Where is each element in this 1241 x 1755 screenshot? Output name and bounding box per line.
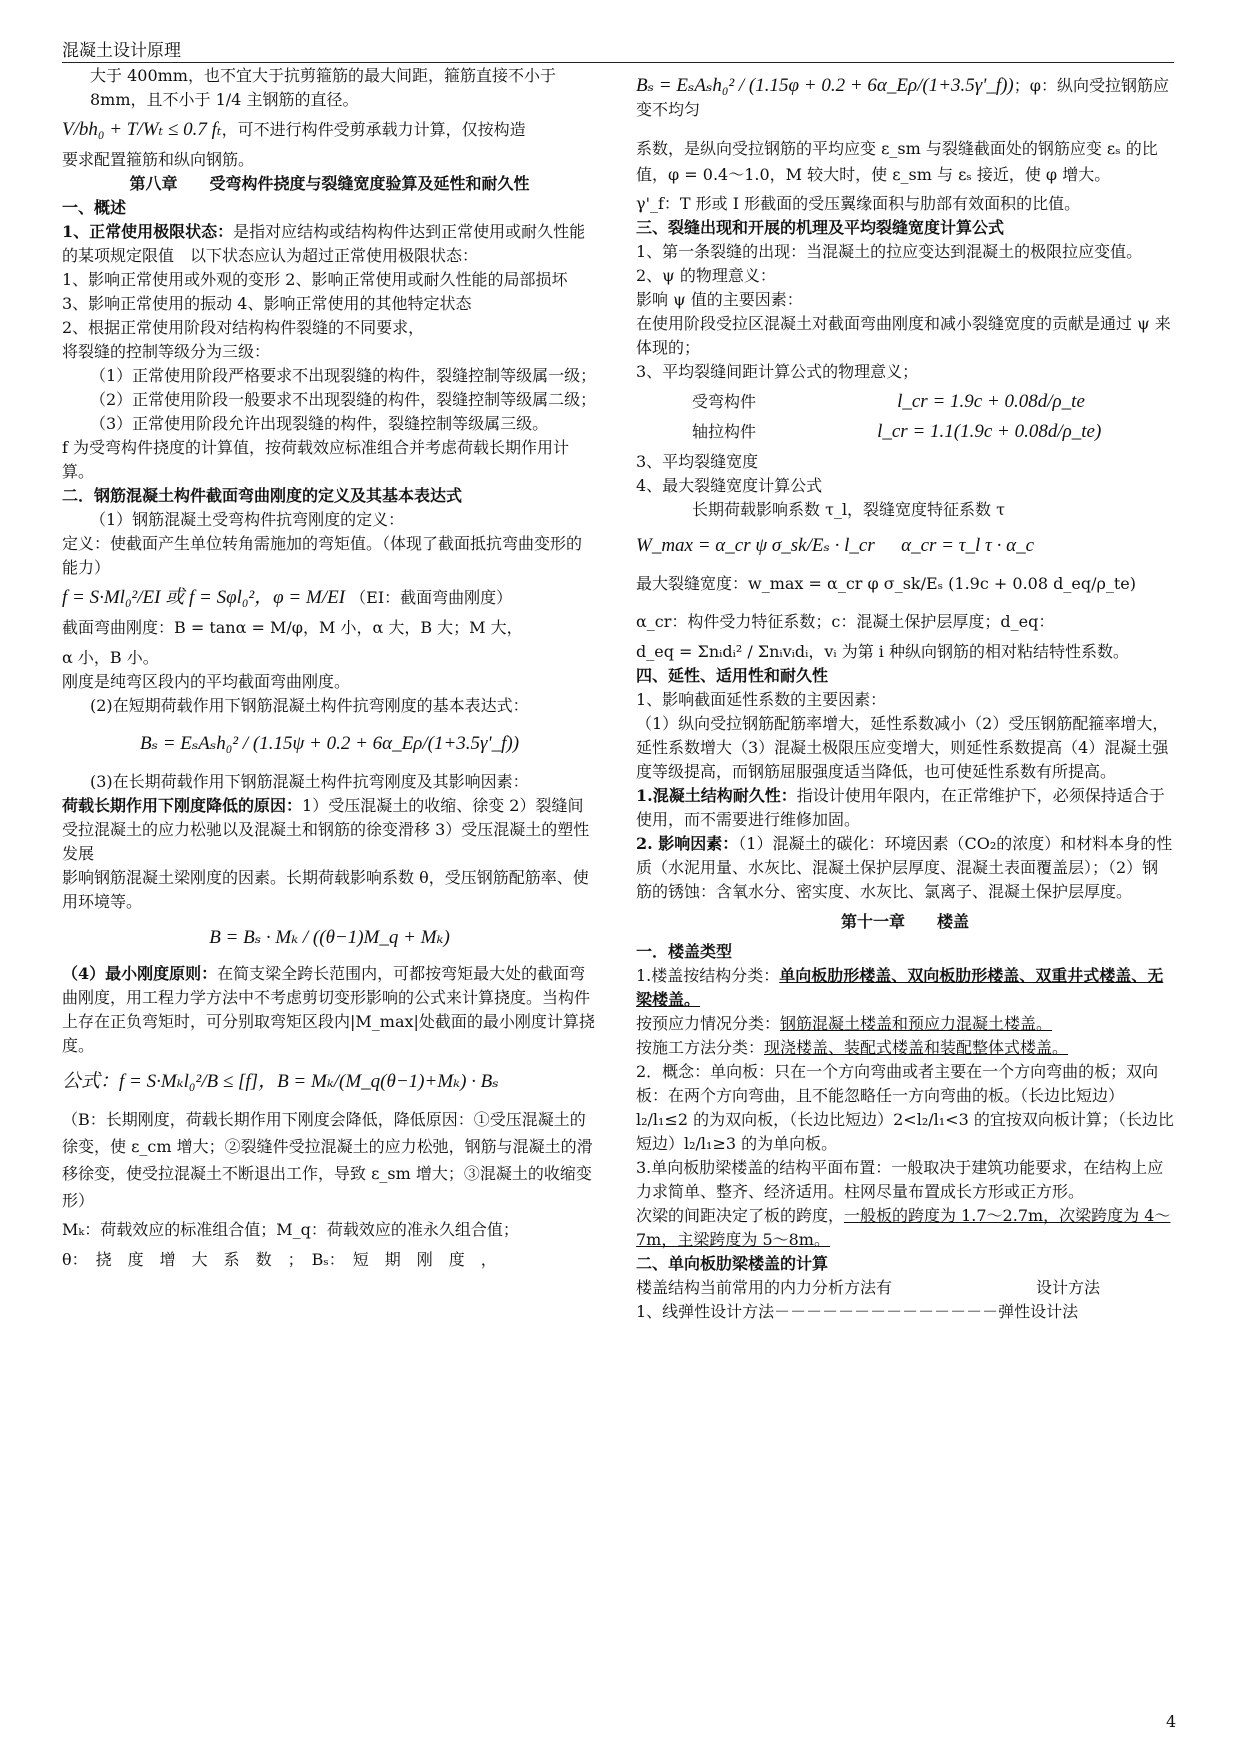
chapter-heading: 第八章 受弯构件挠度与裂缝宽度验算及延性和耐久性 [129, 174, 530, 193]
formula: B = Bₛ · Mₖ / ((θ−1)M_q + Mₖ) [209, 927, 450, 948]
list-item: （1）正常使用阶段严格要求不出现裂缝的构件，裂缝控制等级属一级； [90, 366, 597, 385]
formula-row [62, 118, 597, 142]
formula: V/bh₀ + T/Wₜ ≤ 0.7 fₜ [62, 119, 222, 140]
header-rule [62, 62, 1174, 63]
paragraph: 3、平均裂缝间距计算公式的物理意义； [636, 362, 919, 381]
paragraph: 要求配置箍筋和纵向钢筋。 [62, 150, 255, 169]
term: 荷载长期作用下刚度降低的原因： [62, 796, 303, 815]
paragraph: 将裂缝的控制等级分为三级： [62, 342, 271, 361]
paragraph [62, 220, 597, 268]
paragraph: (3)在长期荷载作用下钢筋混凝土构件抗弯刚度及其影响因素： [90, 772, 529, 791]
text: 设计方法 [1036, 1278, 1101, 1297]
paragraph: 1、影响截面延性系数的主要因素： [636, 690, 887, 709]
underlined-text: 钢筋混凝土楼盖和预应力混凝土楼盖。 [780, 1014, 1053, 1033]
text: 1）受压混凝土的收缩、徐变 2）裂缝间受拉混凝土的应力松驰以及混凝土和钢筋的徐变滑移 3）受压混凝土的塑性发展 [62, 796, 590, 863]
paragraph [62, 962, 597, 1058]
paragraph: 系数，是纵向受拉钢筋的平均应变 ε_sm 与裂缝截面处的钢筋应变 εₛ 的比值，φ = 0.4～1.0，M 较大时，使 ε_sm 与 εₛ 接近，使 φ 增大。 [636, 139, 1158, 184]
underlined-text: 一般板的跨度为 1.7～2.7m，次梁跨度为 4～7m，主梁跨度为 5～8m。 [636, 1206, 1171, 1249]
formula-row [636, 534, 1174, 558]
paragraph: （B：长期刚度，荷载长期作用下刚度会降低，降低原因：①受压混凝土的徐变，使 ε_cm 增大；②裂缝件受拉混凝土的应力松弛，钢筋与混凝土的滑移徐变，使受拉混凝土不断退出工作，导致 ε_sm 增大；③混凝土的收缩变形） [62, 1110, 593, 1210]
paragraph: 1、第一条裂缝的出现：当混凝土的拉应变达到混凝土的极限拉应变值。 [636, 242, 1143, 261]
formula: Bₛ = EₛAₛh₀² / (1.15ψ + 0.2 + 6α_Eρ/(1+3.5γ'_f)) [139, 733, 520, 754]
term: 1、正常使用极限状态： [62, 222, 234, 241]
section-heading: 二、单向板肋梁楼盖的计算 [636, 1254, 829, 1273]
text: 楼盖结构当前常用的内力分析方法有 [636, 1278, 893, 1297]
paragraph [636, 832, 1174, 904]
formula-row [62, 926, 597, 950]
list-item: （2）正常使用阶段一般要求不出现裂缝的构件，裂缝控制等级属二级； [90, 390, 597, 409]
formula-row: 最大裂缝宽度：w_max = α_cr φ σ_sk/Eₛ (1.9c + 0.08 d_eq/ρ_te) [636, 574, 1137, 593]
formula: f = S·Ml₀²/EI 或 f = Sφl₀²，φ = M/EI [62, 587, 346, 608]
text: （1）混凝土的碳化：环境因素（CO₂的浓度）和材料本身的性质（水泥用量、水灰比、混凝土保护层厚度、混凝土表面覆盖层）；（2）钢筋的锈蚀：含氧水分、密实度、水灰比、氯离子、混凝土保护层厚度。 [636, 834, 1173, 901]
formula-row [62, 1070, 597, 1094]
section-heading: 三、裂缝出现和开展的机理及平均裂缝宽度计算公式 [636, 218, 1005, 237]
paragraph: 在使用阶段受拉区混凝土对截面弯曲刚度和减小裂缝宽度的贡献是通过 ψ 来体现的； [636, 314, 1171, 357]
paragraph: 影响 ψ 值的主要因素： [636, 290, 803, 309]
paragraph: （1）纵向受拉钢筋配筋率增大，延性系数减小（2）受压钢筋配箍率增大，延性系数增大（3）混凝土极限压应变增大，则延性系数提高（4）混凝土强度等级提高，而钢筋屈服强度适当降低，也可使延性系数有所提高。 [636, 714, 1169, 781]
right-column [636, 64, 1174, 1324]
formula-label: 受弯构件 [692, 392, 757, 411]
paragraph: 1、影响正常使用或外观的变形 2、影响正常使用或耐久性能的局部损坏 3、影响正常使用的振动 4、影响正常使用的其他特定状态 [62, 270, 568, 313]
term: 2. 影响因素： [636, 834, 739, 853]
section-heading: 四、延性、适用性和耐久性 [636, 666, 829, 685]
formula-row [636, 420, 1174, 444]
formula-label: 轴拉构件 [692, 422, 757, 441]
paragraph [636, 1276, 1174, 1300]
term: 1.混凝土结构耐久性： [636, 786, 797, 805]
paragraph: (2)在短期荷载作用下钢筋混凝土构件抗弯刚度的基本表达式： [90, 696, 529, 715]
formula-row: 截面弯曲刚度：B = tanα = M/φ，M 小，α 大，B 大；M 大， [62, 618, 523, 637]
text: 次梁的间距决定了板的跨度， [636, 1206, 845, 1225]
formula: l_cr = 1.9c + 0.08d/ρ_te [897, 391, 1085, 412]
text: 在简支梁全跨长范围内，可都按弯矩最大处的截面弯曲刚度，用工程力学方法中不考虑剪切变形影响的公式来计算挠度。当构件上存在正负弯矩时，可分别取弯矩区段内|M_max|处截面的最小刚度计算挠度。 [62, 964, 595, 1055]
formula-row [62, 732, 597, 756]
paragraph [62, 794, 597, 866]
paragraph: 定义：使截面产生单位转角需施加的弯矩值。（体现了截面抵抗弯曲变形的能力） [62, 534, 583, 577]
section-heading: 一．楼盖类型 [636, 942, 733, 961]
underlined-text: 单向板肋形楼盖、双向板肋形楼盖、双重井式楼盖、无梁楼盖。 [636, 966, 1164, 1009]
paragraph: 3.单向板肋梁楼盖的结构平面布置：一般取决于建筑功能要求，在结构上应力求简单、整齐、经济适用。柱网尽量布置成长方形或正方形。 [636, 1158, 1164, 1201]
formula-text: ，可不进行构件受剪承载力计算，仅按构造 [221, 120, 526, 139]
page-number: 4 [1166, 1712, 1177, 1731]
formula: α_cr = τ_l τ · α_c [901, 535, 1035, 556]
formula: W_max = α_cr ψ σ_sk/Eₛ · l_cr [636, 535, 875, 556]
term: （4）最小刚度原则： [62, 964, 218, 983]
paragraph: 2、ψ 的物理意义： [636, 266, 776, 285]
text: 1.楼盖按结构分类： [636, 966, 780, 985]
chapter-heading: 第十一章 楼盖 [840, 912, 969, 931]
paragraph: γ'_f：T 形或 I 形截面的受压翼缘面积与肋部有效面积的比值。 [636, 194, 1081, 213]
paragraph: 3、平均裂缝宽度 [636, 452, 759, 471]
text: 按施工方法分类： [636, 1038, 765, 1057]
formula-row [636, 74, 1174, 122]
running-header: 混凝土设计原理 [62, 41, 181, 61]
text: 按预应力情况分类： [636, 1014, 781, 1033]
paragraph: 2．概念：单向板：只在一个方向弯曲或者主要在一个方向弯曲的板；双向板：在两个方向弯曲，且不能忽略任一方向弯曲的板。（长边比短边）l₂/l₁≤2 的为双向板，（长边比短边）2<l₂/l₁<3 的宜按双向板计算；（长边比短边）l₂/l₁≥3 的为单向板。 [636, 1062, 1174, 1153]
paragraph [636, 964, 1174, 1012]
paragraph: Mₖ：荷载效应的标准组合值；M_q：荷载效应的准永久组合值； [62, 1220, 519, 1239]
formula: Bₛ = EₛAₛh₀² / (1.15φ + 0.2 + 6α_Eρ/(1+3.5γ'_f)) [636, 75, 1014, 96]
paragraph: θ： 挠 度 增 大 系 数 ； Bₛ： 短 期 刚 度 ， [62, 1250, 497, 1269]
paragraph [636, 1204, 1174, 1252]
paragraph: α 小，B 小。 [62, 648, 159, 667]
formula-note: （EI：截面弯曲刚度） [350, 588, 513, 607]
paragraph: 长期荷载影响系数 τ_l，裂缝宽度特征系数 τ [692, 500, 1005, 519]
formula-row [62, 586, 597, 610]
paragraph [636, 1012, 1174, 1036]
paragraph: f 为受弯构件挠度的计算值，按荷载效应标准组合并考虑荷载长期作用计算。 [62, 438, 570, 481]
left-column [62, 64, 597, 1272]
paragraph [636, 784, 1174, 832]
formula-text: ；φ：纵向受拉钢筋应变不均匀 [636, 76, 1169, 119]
paragraph: 2、根据正常使用阶段对结构构件裂缝的不同要求， [62, 318, 425, 337]
paragraph [636, 1036, 1174, 1060]
list-item: （3）正常使用阶段允许出现裂缝的构件，裂缝控制等级属三级。 [90, 414, 549, 433]
underlined-text: 现浇楼盖、装配式楼盖和装配整体式楼盖。 [764, 1038, 1069, 1057]
paragraph: d_eq = Σnᵢdᵢ² / Σnᵢvᵢdᵢ，vᵢ 为第 i 种纵向钢筋的相对粘结特性系数。 [636, 642, 1129, 661]
paragraph: 刚度是纯弯区段内的平均截面弯曲刚度。 [62, 672, 351, 691]
paragraph: 1、线弹性设计方法－－－－－－－－－－－－－－弹性设计法 [636, 1302, 1079, 1321]
paragraph: 大于 400mm，也不宜大于抗剪箍筋的最大间距，箍筋直接不小于 8mm，且不小于 1/4 主钢筋的直径。 [90, 66, 556, 109]
paragraph: （1）钢筋混凝土受弯构件抗弯刚度的定义： [90, 510, 405, 529]
formula: l_cr = 1.1(1.9c + 0.08d/ρ_te) [877, 421, 1102, 442]
formula: 公式：f = S·Mₖl₀²/B ≤ [f]，B = Mₖ/(M_q(θ−1)+Mₖ) · Bₛ [62, 1071, 499, 1092]
formula-row [636, 390, 1174, 414]
section-heading: 二．钢筋混凝土构件截面弯曲刚度的定义及其基本表达式 [62, 486, 463, 505]
paragraph: 影响钢筋混凝土梁刚度的因素。长期荷载影响系数 θ，受压钢筋配筋率、使用环境等。 [62, 868, 589, 911]
text: 是指对应结构或结构构件达到正常使用或耐久性能的某项规定限值 以下状态应认为超过正常使用极限状态： [62, 222, 586, 265]
text: 指设计使用年限内，在正常维护下，必须保持适合于使用，而不需要进行维修加固。 [636, 786, 1165, 829]
paragraph: α_cr：构件受力特征系数；c：混凝土保护层厚度；d_eq： [636, 612, 1055, 631]
paragraph: 4、最大裂缝宽度计算公式 [636, 476, 823, 495]
section-heading: 一、概述 [62, 198, 127, 217]
